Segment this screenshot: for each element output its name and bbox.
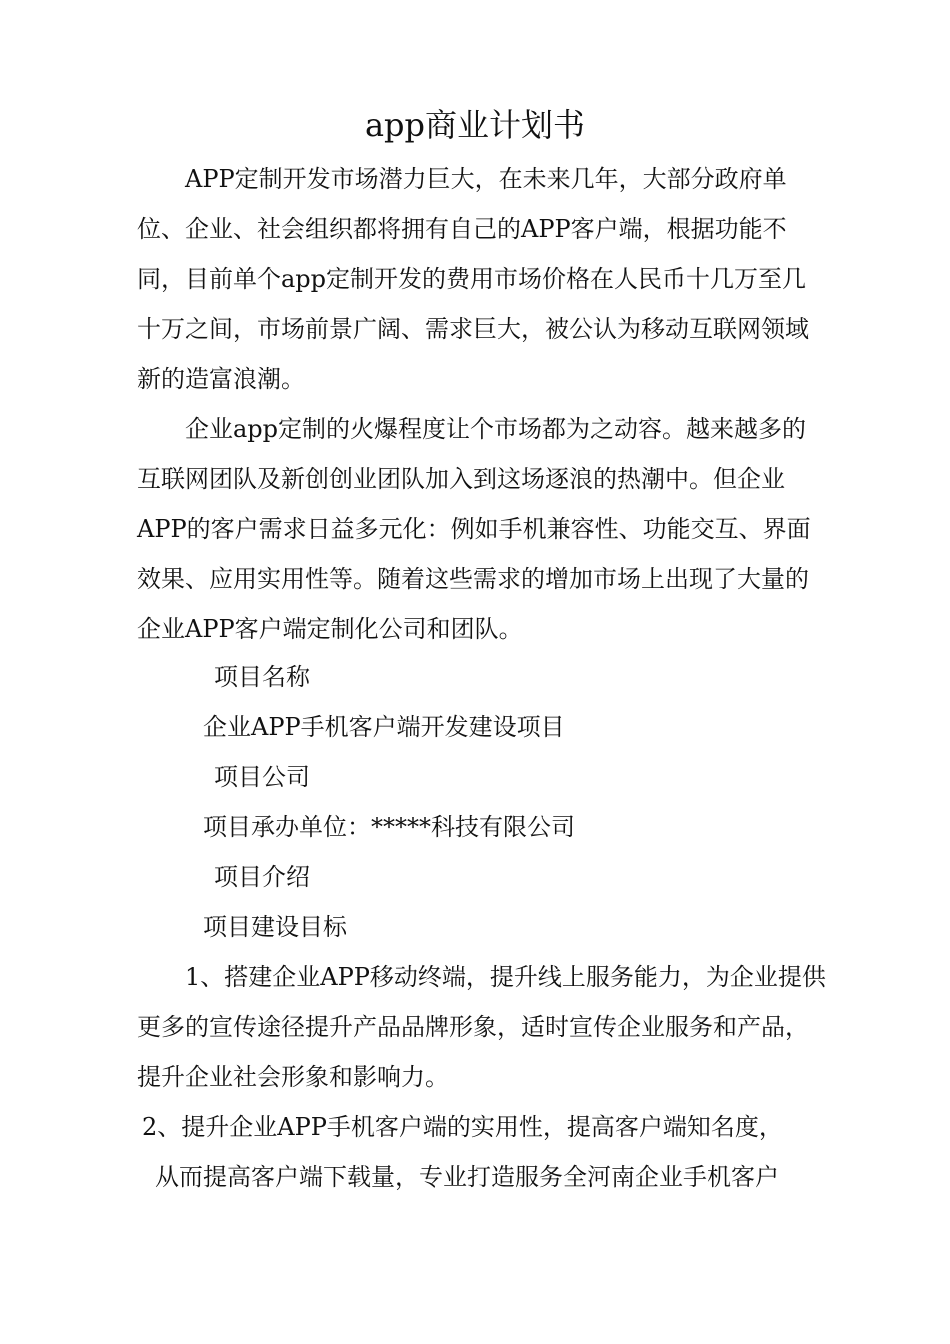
heading-project-goals: 项目建设目标	[203, 913, 347, 941]
goal-item-2-line-2: 从而提高客户端下载量，专业打造服务全河南企业手机客户	[155, 1163, 779, 1191]
project-name: 企业APP手机客户端开发建设项目	[203, 713, 565, 741]
paragraph-enterprise-app-demand: 企业app定制的火爆程度让个市场都为之动容。越来越多的互联网团队及新创创业团队加入到这场逐浪的热潮中。但企业APP的客户需求日益多元化：例如手机兼容性、功能交互、界面效果、应用实用性等。随着这些需求的增加市场上出现了大量的企业APP客户端定制化公司和团队。	[137, 415, 811, 643]
heading-project-name: 项目名称	[214, 663, 310, 691]
document-title: app商业计划书	[364, 106, 586, 144]
heading-project-company: 项目公司	[214, 763, 310, 791]
heading-project-intro: 项目介绍	[214, 863, 310, 891]
paragraph-market-potential: APP定制开发市场潜力巨大，在未来几年，大部分政府单位、企业、社会组织都将拥有自己的APP客户端，根据功能不同，目前单个app定制开发的费用市场价格在人民币十几万至几十万之间，市场前景广阔、需求巨大，被公认为移动互联网领域新的造富浪潮。	[137, 165, 809, 393]
goal-item-1: 1、搭建企业APP移动终端，提升线上服务能力，为企业提供更多的宣传途径提升产品品牌形象，适时宣传企业服务和产品，提升企业社会形象和影响力。	[137, 963, 826, 1091]
goal-item-2-line-1: 2、提升企业APP手机客户端的实用性，提高客户端知名度，	[142, 1113, 783, 1141]
project-company: 项目承办单位：*****科技有限公司	[203, 813, 575, 841]
